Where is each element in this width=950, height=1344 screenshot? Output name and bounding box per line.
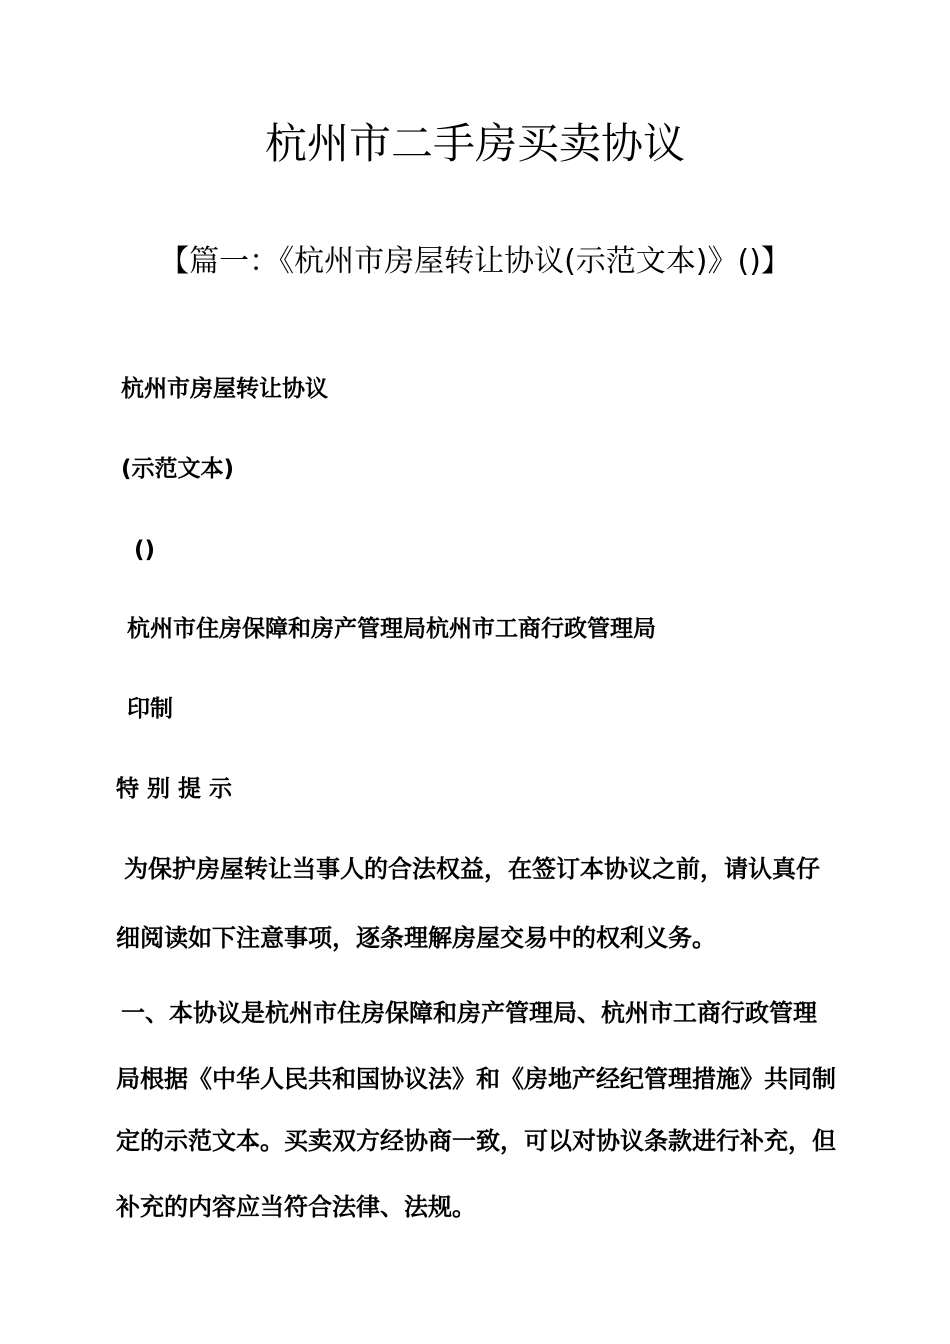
- issuing-authorities: 杭州市住房保障和房产管理局杭州市工商行政管理局: [127, 616, 656, 642]
- notice-line: 为保护房屋转让当事人的合法权益，在签订本协议之前，请认真仔: [124, 855, 820, 883]
- item-line: 局根据《中华人民共和国协议法》和《房地产经纪管理措施》共同制: [116, 1065, 836, 1093]
- notice-line: 细阅读如下注意事项，逐条理解房屋交易中的权利义务。: [116, 924, 716, 952]
- notice-heading: 特 别 提 示: [116, 776, 233, 802]
- item-line: 定的示范文本。买卖双方经协商一致，可以对协议条款进行补充，但: [116, 1127, 836, 1155]
- empty-parentheses: (): [134, 537, 156, 563]
- document-subtitle: 【篇一：《杭州市房屋转让协议(示范文本)》()】: [159, 244, 791, 279]
- document-title: 杭州市二手房买卖协议: [264, 119, 685, 168]
- item-line: 一、本协议是杭州市住房保障和房产管理局、杭州市工商行政管理: [121, 999, 817, 1027]
- agreement-heading: 杭州市房屋转让协议: [121, 376, 328, 402]
- print-label: 印制: [127, 696, 173, 722]
- sample-text-label: (示范文本): [121, 456, 235, 482]
- item-line: 补充的内容应当符合法律、法规。: [116, 1193, 476, 1221]
